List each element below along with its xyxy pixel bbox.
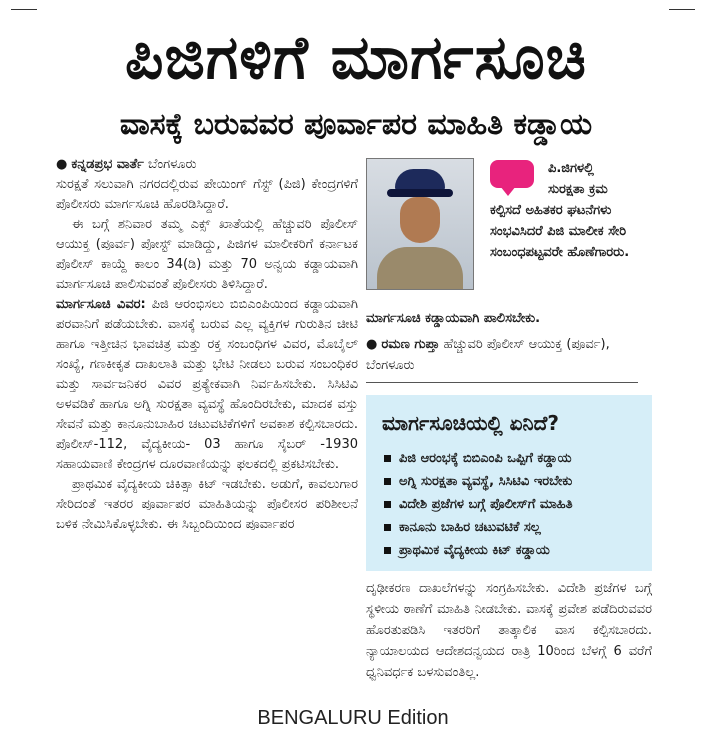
list-item-text: ವಿದೇಶಿ ಪ್ರಜೆಗಳ ಬಗ್ಗೆ ಪೊಲೀಸ್‌ಗೆ ಮಾಹಿತಿ [399, 497, 573, 512]
paragraph-4: ಪ್ರಾಥಮಿಕ ವೈದ್ಯಕೀಯ ಚಿಕಿತ್ಸಾ ಕಿಟ್ ಇಡಬೇಕು. ಅಡುಗೆ, ಕಾವಲುಗಾರ ಸೇರಿದಂತೆ ಇತರರ ಪೂರ್ವಾಪರ ಮಾಹಿತಿಯನ್ನು ಪೊಲೀಸರ ಪರಿಶೀಲನೆ ಬಳಿಕ ನೇಮಿಸಿಕೊಳ್ಳಬೇಕು. ಈ ಸಿಬ್ಬಂದಿಯಿಂದ ಪೂರ್ವಾಪರ [56, 477, 358, 532]
list-item-text: ಪ್ರಾಥಮಿಕ ವೈದ್ಯಕೀಯ ಕಿಟ್ ಕಡ್ಡಾಯ [399, 543, 550, 558]
quote-attribution [366, 334, 638, 376]
guidelines-box [366, 395, 652, 571]
guidelines-list [384, 447, 646, 562]
list-item-text: ಕಾನೂನು ಬಾಹಿರ ಚಟುವಟಿಕೆ ಸಲ್ಲ [399, 520, 541, 535]
square-bullet-icon [384, 547, 391, 554]
subheadline: ವಾಸಕ್ಕೆ ಬರುವವರ ಪೂರ್ವಾಪರ ಮಾಹಿತಿ ಕಡ್ಡಾಯ [119, 107, 593, 142]
photo-body-shape [377, 247, 463, 290]
paragraph-3 [56, 295, 358, 475]
list-item-text: ಅಗ್ನಿ ಸುರಕ್ಷತಾ ವ್ಯವಸ್ಥೆ, ಸಿಸಿಟಿವಿ ಇರಬೇಕು [399, 474, 573, 489]
byline-source: ಕನ್ನಡಪ್ರಭ ವಾರ್ತೆ [71, 157, 144, 172]
article-body-left [56, 155, 358, 535]
speaker-title: ಹೆಚ್ಚುವರಿ ಪೊಲೀಸ್ ಆಯುಕ್ತ (ಪೂರ್ವ), ಬೆಂಗಳೂರು [366, 337, 610, 373]
list-item [384, 516, 646, 539]
list-item [384, 470, 646, 493]
guidelines-box-title: ಮಾರ್ಗಸೂಚಿಯಲ್ಲಿ ಏನಿದೆ? [382, 411, 559, 435]
list-item [384, 539, 646, 562]
headline: ಪಿಜಿಗಳಿಗೆ ಮಾರ್ಗಸೂಚಿ [125, 23, 587, 93]
list-item [384, 447, 646, 470]
quote-continuation: ಮಾರ್ಗಸೂಚಿ ಕಡ್ಡಾಯವಾಗಿ ಪಾಲಿಸಬೇಕು. [366, 311, 541, 326]
paragraph-3-lead: ಮಾರ್ಗಸೂಚಿ ವಿವರ: [56, 297, 146, 312]
pull-quote [490, 158, 640, 263]
section-divider [366, 382, 638, 383]
paragraph-1: ಸುರಕ್ಷತೆ ಸಲುವಾಗಿ ನಗರದಲ್ಲಿರುವ ಪೇಯಿಂಗ್ ಗೆಸ್ಟ್ (ಪಿಜಿ) ಕೇಂದ್ರಗಳಿಗೆ ಪೊಲೀಸರು ಮಾರ್ಗಸೂಚಿ ಹೊರಡಿಸಿದ್ದಾರೆ. [56, 177, 358, 212]
photo-face-shape [400, 197, 440, 243]
officer-photo [366, 158, 474, 290]
square-bullet-icon [384, 455, 391, 462]
list-item [384, 493, 646, 516]
paragraph-2: ಈ ಬಗ್ಗೆ ಶನಿವಾರ ತಮ್ಮ ಎಕ್ಸ್ ಖಾತೆಯಲ್ಲಿ ಹೆಚ್ಚುವರಿ ಪೊಲೀಸ್ ಆಯುಕ್ತ (ಪೂರ್ವ) ಪೋಸ್ಟ್ ಮಾಡಿದ್ದು, ಪಿಜಿಗಳ ಮಾಲೀಕರಿಗೆ ಕರ್ನಾಟಕ ಪೊಲೀಸ್ ಕಾಯ್ದೆ ಕಾಲಂ 34(ಡಿ) ಮತ್ತು 70 ಅನ್ವಯ ಕಡ್ಡಾಯವಾಗಿ ಮಾರ್ಗಸೂಚಿ ಪಾಲಿಸುವಂತೆ ಪೊಲೀಸರು ತಿಳಿಸಿದ್ದಾರೆ. [56, 217, 358, 292]
paragraph-3-text: ಪಿಜಿ ಆರಂಭಿಸಲು ಬಿಬಿಎಂಪಿಯಿಂದ ಕಡ್ಡಾಯವಾಗಿ ಪರವಾನಿಗೆ ಪಡೆಯಬೇಕು. ವಾಸಕ್ಕೆ ಬರುವ ಎಲ್ಲ ವ್ಯಕ್ತಿಗಳ ಗುರುತಿನ ಚೀಟಿ ಹಾಗೂ ಇತ್ತೀಚಿನ ಭಾವಚಿತ್ರ ಮತ್ತು ರಕ್ತ ಸಂಬಂಧಿಗಳ ವಿವರ, ಮೊಬೈಲ್ ಸಂಖ್ಯೆ, ಗಣಕೀಕೃತ ದಾಖಲಾತಿ ಮತ್ತು ಭೇಟಿ ನೀಡಲು ಬರುವ ಸಂಬಂಧಿಕರ ಮತ್ತು ಸಾರ್ವಜನಿಕರ ವಿವರ ಪ್ರತ್ಯೇಕವಾಗಿ ನಿರ್ವಹಿಸಬೇಕು. ಸಿಸಿಟಿವಿ ಅಳವಡಿಕೆ ಹಾಗೂ ಅಗ್ನಿ ಸುರಕ್ಷತಾ ವ್ಯವಸ್ಥೆ ಹೊಂದಿರಬೇಕು, ಮಾದಕ ವಸ್ತು ಸೇವನೆ ಮತ್ತು ಕಾನೂನುಬಾಹಿರ ಚಟುವಟಿಕೆಗಳಿಗೆ ಅವಕಾಶ ಕಲ್ಪಿಸಬಾರದು. ಪೊಲೀಸ್-112, ವೈದ್ಯಕೀಯ- 03 ಹಾಗೂ ಸೈಬರ್ -1930 ಸಹಾಯವಾಣಿ ಕೇಂದ್ರಗಳ ದೂರವಾಣಿಯನ್ನು ಫಲಕದಲ್ಲಿ ಪ್ರಕಟಿಸಬೇಕು. [56, 297, 358, 472]
byline [56, 155, 358, 175]
byline-place: ಬೆಂಗಳೂರು [148, 157, 197, 172]
quote-line-2: ಸುರಕ್ಷತಾ ಕ್ರಮ [548, 182, 608, 197]
square-bullet-icon [384, 501, 391, 508]
article-body-right [366, 578, 652, 683]
paragraph-5: ದೃಢೀಕರಣ ದಾಖಲೆಗಳನ್ನು ಸಂಗ್ರಹಿಸಬೇಕು. ವಿದೇಶಿ ಪ್ರಜೆಗಳ ಬಗ್ಗೆ ಸ್ಥಳೀಯ ಠಾಣೆಗೆ ಮಾಹಿತಿ ನೀಡಬೇಕು. ವಾಸಕ್ಕೆ ಪ್ರವೇಶ ಪಡೆದಿರುವವರ ಹೊರತುಪಡಿಸಿ ಇತರರಿಗೆ ತಾತ್ಕಾಲಿಕ ವಾಸ ಕಲ್ಪಿಸಬಾರದು. ನ್ಯಾಯಾಲಯದ ಆದೇಶದನ್ವಯದ ರಾತ್ರಿ 10ರಿಂದ ಬೆಳಗ್ಗೆ 6 ವರೆಗೆ ಧ್ವನಿವರ್ಧಕ ಬಳಸುವಂತಿಲ್ಲ. [366, 581, 652, 680]
bullet-icon: ● [56, 157, 68, 172]
quote-body: ಕಲ್ಪಿಸದೆ ಅಹಿತಕರ ಘಟನೆಗಳು ಸಂಭವಿಸಿದರೆ ಪಿಜಿ ಮಾಲೀಕ ಸೇರಿ ಸಂಬಂಧಪಟ್ಟವರೇ ಹೊಣೆಗಾರರು. [490, 203, 630, 260]
photo-cap-shape [395, 169, 445, 191]
bullet-icon: ● [366, 337, 378, 352]
edition-label: BENGALURU Edition [257, 707, 449, 729]
photo-peak-shape [387, 189, 453, 197]
square-bullet-icon [384, 524, 391, 531]
speaker-name: ರಮಣ ಗುಪ್ತಾ [381, 337, 440, 352]
square-bullet-icon [384, 478, 391, 485]
quote-line-1: ಪಿ.ಜಿಗಳಲ್ಲಿ [548, 161, 594, 176]
list-item-text: ಪಿಜಿ ಆರಂಭಕ್ಕೆ ಬಿಬಿಎಂಪಿ ಒಪ್ಪಿಗೆ ಕಡ್ಡಾಯ [399, 451, 572, 466]
